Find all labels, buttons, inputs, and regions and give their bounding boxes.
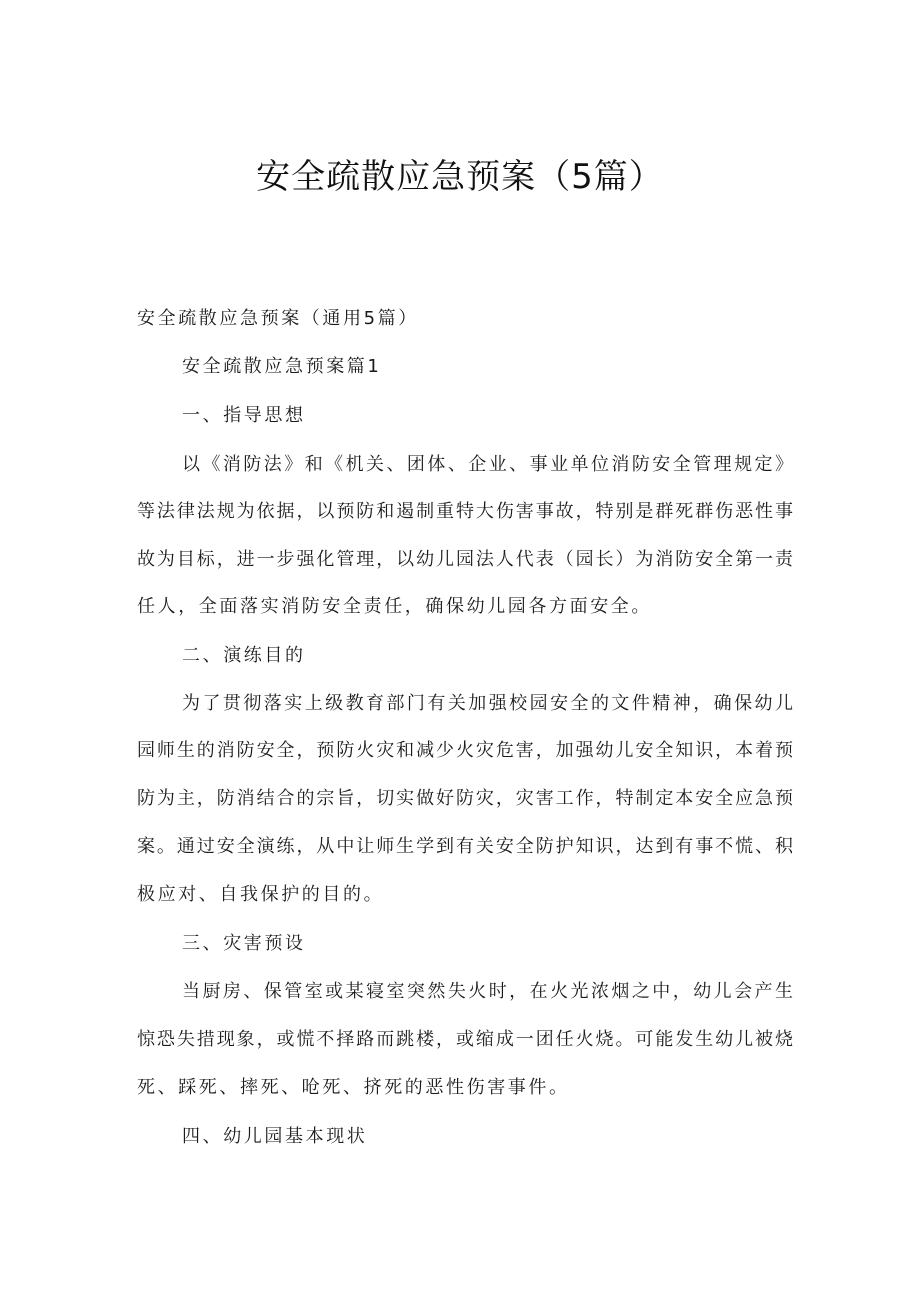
paragraph-line: 等法律法规为依据，以预防和遏制重特大伤害事故，特别是群死群伤恶性事 xyxy=(137,501,793,522)
paragraph-line: 防为主，防消结合的宗旨，切实做好防灾，灾害工作，特制定本安全应急预 xyxy=(137,788,793,809)
document-title: 安全疏散应急预案（5篇） xyxy=(256,157,664,197)
paragraph-line: 死、踩死、摔死、呛死、挤死的恶性伤害事件。 xyxy=(137,1077,570,1098)
paragraph-line: 极应对、自我保护的目的。 xyxy=(137,884,385,905)
paragraph-line: 为了贯彻落实上级教育部门有关加强校园安全的文件精神，确保幼儿 xyxy=(182,693,793,714)
paragraph-line: 故为目标，进一步强化管理，以幼儿园法人代表（园长）为消防安全第一责 xyxy=(137,549,793,570)
section-heading: 安全疏散应急预案篇1 xyxy=(182,356,382,377)
heading-kindergarten-status: 四、幼儿园基本现状 xyxy=(182,1126,368,1147)
heading-disaster-scenario: 三、灾害预设 xyxy=(182,933,306,954)
paragraph-line: 以《消防法》和《机关、团体、企业、事业单位消防安全管理规定》 xyxy=(182,454,793,475)
heading-drill-purpose: 二、演练目的 xyxy=(182,645,306,666)
heading-guiding-ideology: 一、指导思想 xyxy=(182,405,306,426)
paragraph-line: 案。通过安全演练，从中让师生学到有关安全防护知识，达到有事不慌、积 xyxy=(137,836,793,857)
paragraph-line: 园师生的消防安全，预防火灾和减少火灾危害，加强幼儿安全知识，本着预 xyxy=(137,740,793,761)
paragraph-line: 任人，全面落实消防安全责任，确保幼儿园各方面安全。 xyxy=(137,596,652,617)
paragraph-line: 当厨房、保管室或某寝室突然失火时，在火光浓烟之中，幼儿会产生 xyxy=(182,981,793,1002)
document-subtitle: 安全疏散应急预案（通用5篇） xyxy=(137,308,419,329)
paragraph-line: 惊恐失措现象，或慌不择路而跳楼，或缩成一团任火烧。可能发生幼儿被烧 xyxy=(137,1029,793,1050)
